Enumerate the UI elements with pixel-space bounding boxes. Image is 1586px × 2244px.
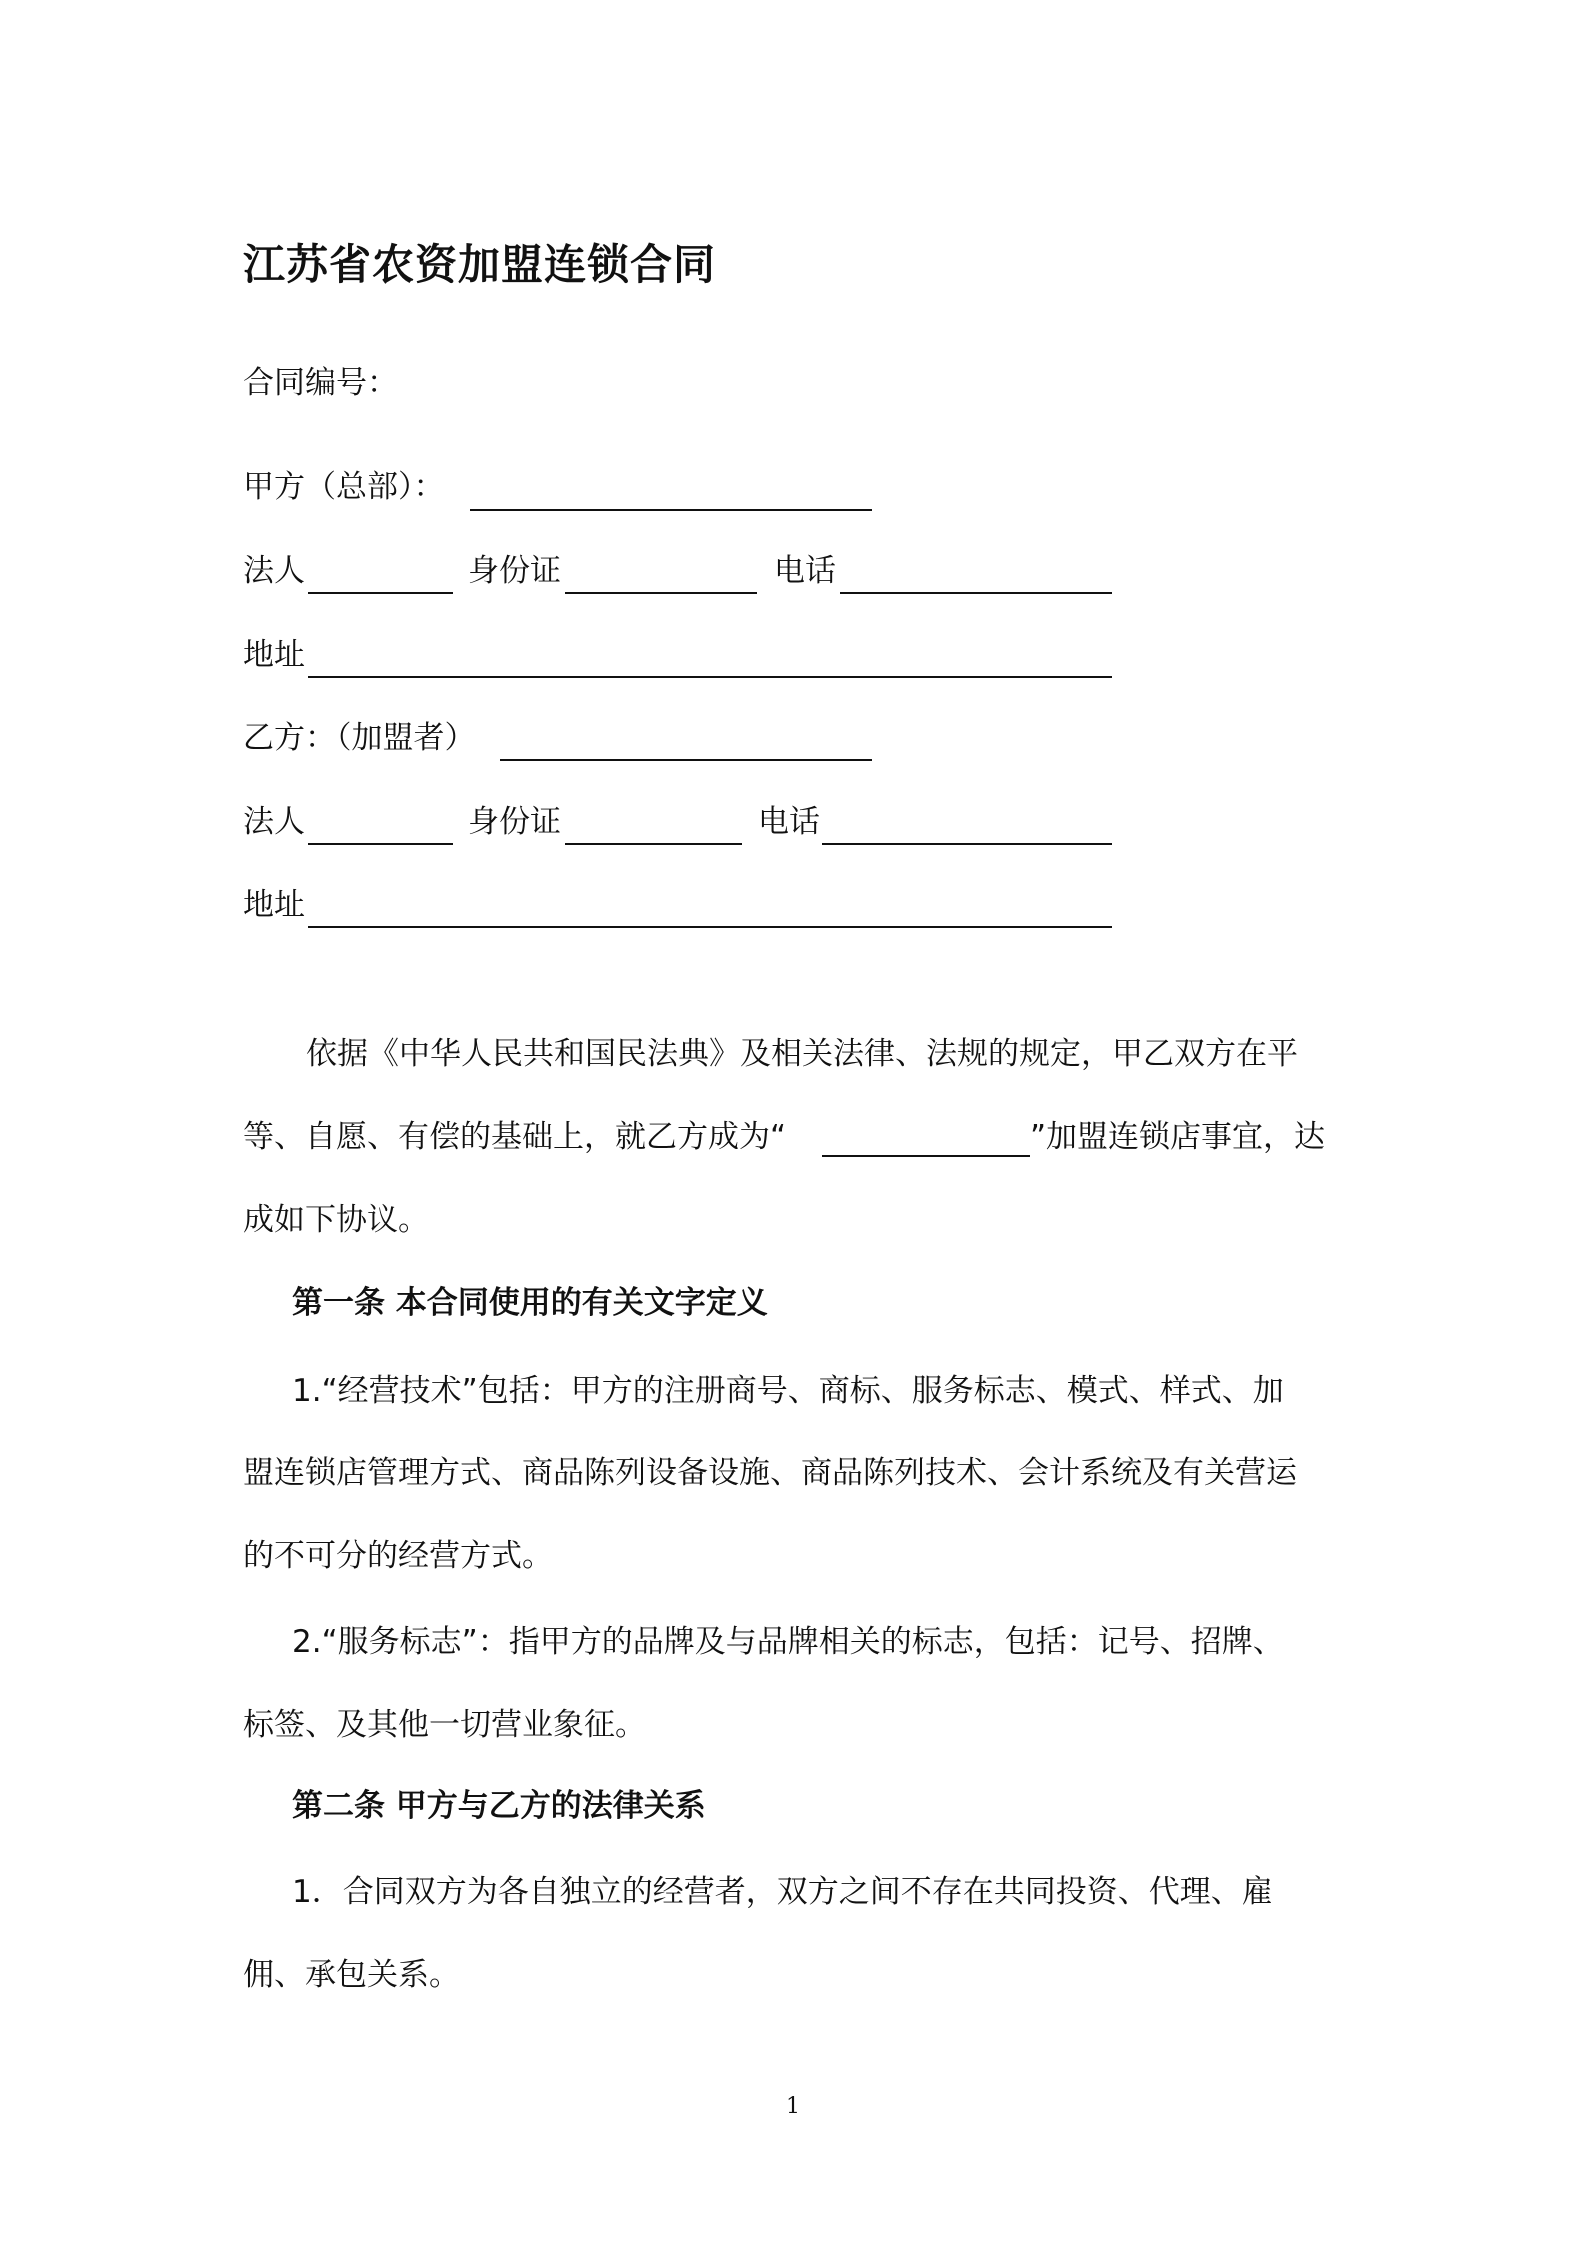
article-1-item-2-line-2: 标签、及其他一切营业象征。	[243, 1707, 646, 1743]
intro-line-2-start: 等、自愿、有偿的基础上，就乙方成为“	[243, 1119, 787, 1155]
party-b-phone-blank[interactable]	[822, 843, 1112, 845]
article-2-item-1-line-1: 1．合同双方为各自独立的经营者，双方之间不存在共同投资、代理、雇	[292, 1874, 1273, 1910]
party-a-phone-blank[interactable]	[840, 592, 1112, 594]
party-a-label: 甲方（总部）：	[243, 469, 445, 505]
party-b-legal-person-blank[interactable]	[308, 843, 453, 845]
party-b-legal-person-label: 法人	[243, 804, 305, 840]
party-a-address-blank[interactable]	[308, 676, 1112, 678]
article-1-item-1-line-3: 的不可分的经营方式。	[243, 1538, 553, 1574]
page-number: 1	[786, 2094, 800, 2119]
party-a-id-blank[interactable]	[565, 592, 757, 594]
party-b-label: 乙方：（加盟者）	[243, 720, 476, 756]
intro-line-1: 依据《中华人民共和国民法典》及相关法律、法规的规定，甲乙双方在平	[306, 1036, 1298, 1072]
article-1-item-2-line-1: 2.“服务标志”：指甲方的品牌及与品牌相关的标志，包括：记号、招牌、	[292, 1624, 1284, 1660]
article-1-item-1-line-2: 盟连锁店管理方式、商品陈列设备设施、商品陈列技术、会计系统及有关营运	[243, 1455, 1297, 1491]
article-2-item-1-line-2: 佣、承包关系。	[243, 1957, 460, 1993]
party-a-legal-person-blank[interactable]	[308, 592, 453, 594]
party-b-address-label: 地址	[243, 887, 305, 923]
intro-line-2-end: ”加盟连锁店事宜，达	[1030, 1119, 1326, 1155]
article-1-heading: 第一条 本合同使用的有关文字定义	[292, 1285, 768, 1321]
party-b-id-label: 身份证	[468, 804, 561, 840]
party-a-phone-label: 电话	[774, 553, 836, 589]
party-b-name-blank[interactable]	[500, 759, 872, 761]
intro-line-3: 成如下协议。	[243, 1202, 429, 1238]
party-a-name-blank[interactable]	[470, 509, 872, 511]
party-a-address-label: 地址	[243, 637, 305, 673]
party-a-legal-person-label: 法人	[243, 553, 305, 589]
article-2-heading: 第二条 甲方与乙方的法律关系	[292, 1788, 706, 1824]
party-a-id-label: 身份证	[468, 553, 561, 589]
party-b-address-blank[interactable]	[308, 926, 1112, 928]
contract-number-label: 合同编号：	[243, 365, 398, 401]
party-b-phone-label: 电话	[758, 804, 820, 840]
brand-name-blank[interactable]	[822, 1155, 1030, 1157]
document-title: 江苏省农资加盟连锁合同	[243, 240, 717, 289]
article-1-item-1-line-1: 1.“经营技术”包括：甲方的注册商号、商标、服务标志、模式、样式、加	[292, 1373, 1284, 1409]
party-b-id-blank[interactable]	[565, 843, 742, 845]
